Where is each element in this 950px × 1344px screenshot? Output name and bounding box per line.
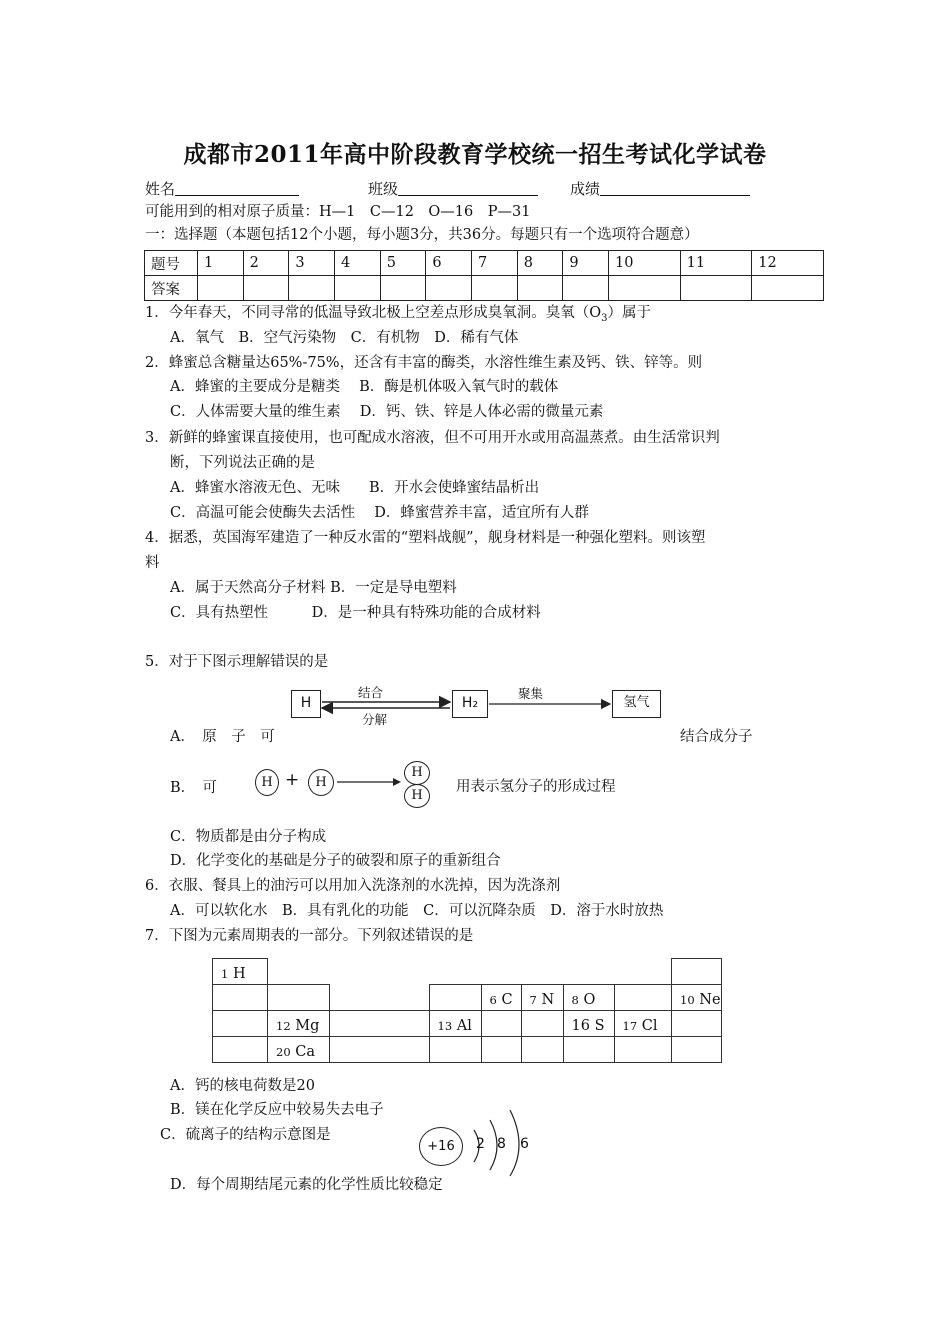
reaction-arrow-icon <box>335 772 405 792</box>
row-label: 答案 <box>145 276 198 301</box>
empty-cell <box>268 985 330 1011</box>
arrow-label-decompose: 分解 <box>362 712 388 727</box>
empty-cell <box>213 1011 268 1037</box>
question-6-stem: 6．衣服、餐具上的油污可以用加入洗涤剂的水洗掉，因为洗涤剂 <box>145 878 561 894</box>
empty-cell <box>672 1037 722 1063</box>
empty-cell <box>563 1037 614 1063</box>
question-number: 6 <box>426 251 472 276</box>
element-symbol: Mg <box>295 1018 320 1034</box>
question-5-option-d: D．化学变化的基础是分子的破裂和原子的重新组合 <box>170 853 501 869</box>
question-4-options-ab: A．属于天然高分子材料 B．一定是导电塑料 <box>170 580 457 596</box>
shell-2-electrons: 8 <box>497 1136 506 1152</box>
question-7-option-b: B．镁在化学反应中较易失去电子 <box>170 1102 384 1118</box>
section-heading: 一：选择题（本题包括12个小题，每小题3分，共36分。每题只有一个选项符合题意） <box>145 227 699 243</box>
empty-cell <box>429 985 481 1011</box>
element-s <box>563 1011 614 1037</box>
atomic-number: 13 <box>437 1019 453 1033</box>
question-2-stem: 2．蜂蜜总含糖量达65%-75%，还含有丰富的酶类，水溶性维生素及钙、铁、锌等。则 <box>145 355 703 371</box>
empty-cell <box>521 1037 563 1063</box>
shell-3-electrons: 6 <box>520 1136 529 1152</box>
atomic-number: 12 <box>276 1019 291 1033</box>
class-label: 班级 <box>368 180 399 198</box>
atomic-number: 8 <box>571 993 579 1007</box>
empty-cell <box>614 1037 672 1063</box>
row-label: 题号 <box>145 251 198 276</box>
element-ne <box>672 985 722 1011</box>
q1-text-b: ）属于 <box>607 305 651 321</box>
question-3-options-cd: C．高温可能会使酶失去活性 D．蜂蜜营养丰富，适宜所有人群 <box>170 505 589 521</box>
atomic-number: 20 <box>276 1045 291 1059</box>
element-symbol: Cl <box>641 1018 658 1034</box>
hydrogen-molecule-atom-top: H <box>404 761 430 785</box>
element-mg <box>268 1011 330 1037</box>
name-label: 姓名 <box>145 180 176 198</box>
atomic-number: 17 <box>622 1019 638 1033</box>
question-number: 3 <box>289 251 335 276</box>
question-5-option-b-right: 用表示氢分子的形成过程 <box>456 779 616 795</box>
question-6-options: A．可以软化水 B．具有乳化的功能 C．可以沉降杂质 D．溶于水时放热 <box>170 903 664 919</box>
question-2-options-ab: A．蜂蜜的主要成分是糖类 B．酶是机体吸入氧气时的载体 <box>170 379 559 395</box>
plus-sign: + <box>285 770 300 790</box>
element-al <box>429 1011 481 1037</box>
empty-cell <box>329 1037 429 1063</box>
empty-cell <box>521 1011 563 1037</box>
element-symbol: C <box>501 992 513 1008</box>
hydrogen-atom-icon: H <box>255 769 279 796</box>
element-symbol: S <box>594 1018 605 1034</box>
atomic-masses: 可能用到的相对原子质量：H—1 C—12 O—16 P—31 <box>145 204 531 220</box>
diagram-box-hydrogen: 氢气 <box>612 690 661 718</box>
page-title: 成都市2011年高中阶段教育学校统一招生考试化学试卷 <box>183 141 767 168</box>
question-4-options-cd: C．具有热塑性 D．是一种具有特殊功能的合成材料 <box>170 605 541 621</box>
question-3-stem-line1: 3．新鲜的蜂蜜课直接使用，也可配成水溶液，但不可用开水或用高温蒸煮。由生活常识判 <box>145 430 720 446</box>
element-symbol: Ca <box>295 1044 315 1060</box>
q1-text-a: 1．今年春天，不同寻常的低温导致北极上空差点形成臭氧洞。臭氧（O <box>145 305 602 321</box>
question-3-stem-line2: 断，下列说法正确的是 <box>170 455 315 471</box>
element-ca <box>268 1037 330 1063</box>
element-h <box>213 959 268 985</box>
question-number: 2 <box>243 251 289 276</box>
question-number: 7 <box>472 251 518 276</box>
atomic-number: 7 <box>529 993 537 1007</box>
question-5-option-b-left: B． 可 <box>170 780 217 796</box>
arrow-label-gather: 聚集 <box>518 686 544 701</box>
atomic-number: 1 <box>221 967 229 981</box>
question-7-option-d: D．每个周期结尾元素的化学性质比较稳定 <box>170 1177 443 1193</box>
question-4-stem-line1: 4．据悉，英国海军建造了一种反水雷的“塑料战舰”，舰身材料是一种强化塑料。则该塑 <box>145 530 706 546</box>
nucleus-icon: +16 <box>419 1127 463 1166</box>
empty-cell <box>614 985 672 1011</box>
question-number: 1 <box>198 251 244 276</box>
arrow-label-combine: 结合 <box>358 685 384 700</box>
periodic-table <box>212 958 722 1063</box>
question-number: 8 <box>517 251 563 276</box>
empty-cell <box>213 1037 268 1063</box>
empty-cell <box>429 1037 481 1063</box>
question-2-options-cd: C．人体需要大量的维生素 D．钙、铁、锌是人体必需的微量元素 <box>170 404 604 420</box>
score-label: 成绩 <box>570 180 601 198</box>
question-7-option-a: A．钙的核电荷数是20 <box>170 1078 315 1094</box>
empty-cell <box>672 959 722 985</box>
element-symbol: N <box>541 992 555 1008</box>
element-o <box>563 985 614 1011</box>
element-symbol: Al <box>456 1018 472 1034</box>
question-5-option-a-right: 结合成分子 <box>680 729 753 745</box>
question-4-stem-line2: 料 <box>145 555 160 571</box>
empty-cell <box>481 1037 521 1063</box>
question-number: 11 <box>680 251 752 276</box>
question-1-options: A．氧气 B．空气污染物 C．有机物 D．稀有气体 <box>170 330 519 346</box>
element-cl <box>614 1011 672 1037</box>
element-c <box>481 985 521 1011</box>
diagram-box-h2: H₂ <box>452 690 488 718</box>
element-symbol: H <box>232 966 246 982</box>
empty-cell <box>672 1011 722 1037</box>
question-5-stem: 5．对于下图示理解错误的是 <box>145 654 329 670</box>
hydrogen-molecule-atom-bottom: H <box>404 784 430 808</box>
empty-cell <box>213 985 268 1011</box>
diagram-box-h: H <box>291 690 321 718</box>
question-number: 12 <box>752 251 824 276</box>
question-7-stem: 7．下图为元素周期表的一部分。下列叙述错误的是 <box>145 928 474 944</box>
hydrogen-atom-icon: H <box>308 769 334 796</box>
element-symbol: Ne <box>699 992 721 1008</box>
question-number: 9 <box>563 251 609 276</box>
question-3-options-ab: A．蜂蜜水溶液无色、无味 B．开水会使蜂蜜结晶析出 <box>170 480 540 496</box>
q1-subscript: 3 <box>601 312 608 324</box>
atomic-number: 6 <box>489 993 497 1007</box>
question-5-option-c: C．物质都是由分子构成 <box>170 829 327 845</box>
question-number: 4 <box>335 251 381 276</box>
question-5-option-a-left: A． 原 子 可 <box>170 729 275 745</box>
atomic-number: 16 <box>571 1018 590 1034</box>
question-number: 5 <box>380 251 426 276</box>
empty-cell <box>481 1011 521 1037</box>
element-n <box>521 985 563 1011</box>
question-number: 10 <box>609 251 681 276</box>
question-7-option-c: C．硫离子的结构示意图是 <box>160 1127 331 1143</box>
atomic-number: 10 <box>680 993 695 1007</box>
element-symbol: O <box>583 992 596 1008</box>
shell-1-electrons: 2 <box>476 1136 485 1152</box>
